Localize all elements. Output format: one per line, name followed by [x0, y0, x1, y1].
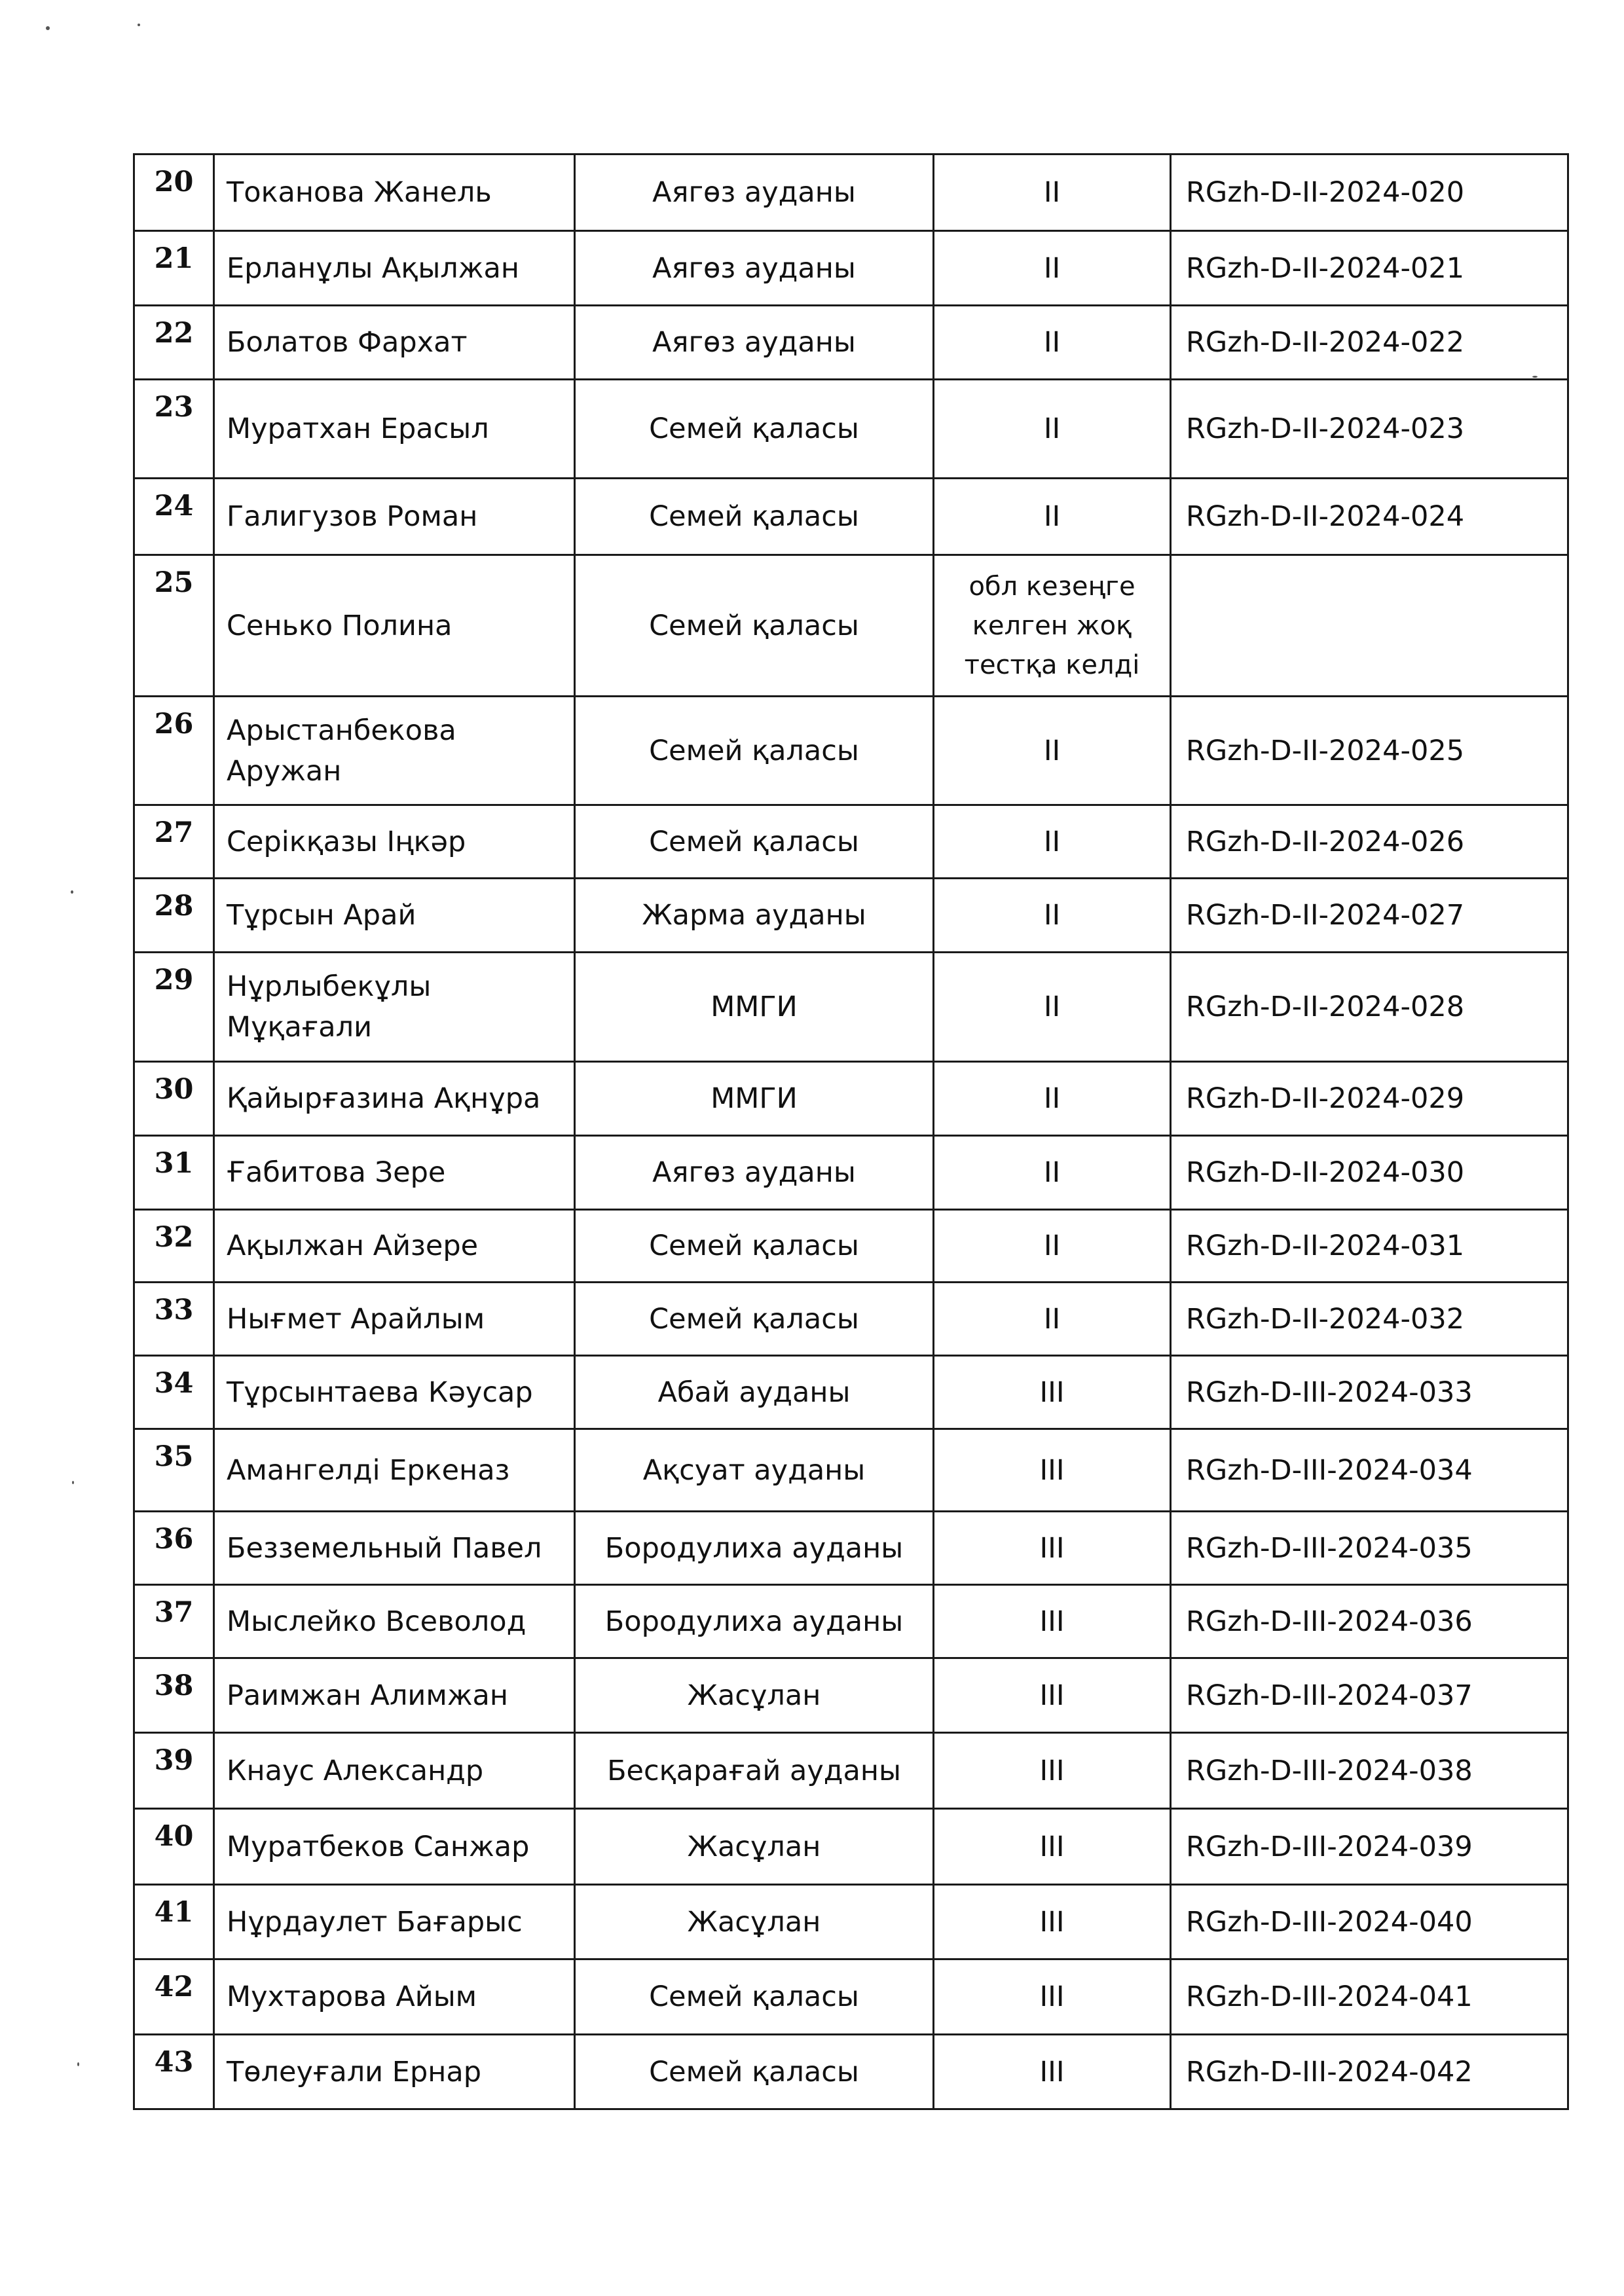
row-number: 27 — [134, 805, 214, 879]
degree-level-note: обл кезеңге келген жоқ тестқа келді — [934, 555, 1171, 697]
district: Семей қаласы — [575, 697, 934, 805]
district: Семей қаласы — [575, 1283, 934, 1356]
certificate-code: RGzh-D-III-2024-041 — [1171, 1959, 1568, 2035]
row-number: 30 — [134, 1062, 214, 1136]
participant-name: Мыслейко Всеволод — [214, 1585, 575, 1658]
certificate-code: RGzh-D-II-2024-032 — [1171, 1283, 1568, 1356]
row-number: 36 — [134, 1512, 214, 1585]
degree-level: III — [934, 1585, 1171, 1658]
participant-name: Арыстанбекова Аружан — [214, 697, 575, 805]
row-number: 37 — [134, 1585, 214, 1658]
table-row — [134, 380, 1568, 479]
degree-level: III — [934, 1885, 1171, 1959]
district: Бородулиха ауданы — [575, 1512, 934, 1585]
participant-name: Тұрсын Арай — [214, 879, 575, 953]
row-number: 33 — [134, 1283, 214, 1356]
table-row — [134, 231, 1568, 306]
district: Семей қаласы — [575, 555, 934, 697]
row-number: 42 — [134, 1959, 214, 2035]
certificate-code: RGzh-D-II-2024-020 — [1171, 155, 1568, 231]
row-number: 41 — [134, 1885, 214, 1959]
participant-name: Серікқазы Іңкәр — [214, 805, 575, 879]
district: Аягөз ауданы — [575, 231, 934, 306]
certificate-code: RGzh-D-II-2024-031 — [1171, 1210, 1568, 1283]
participant-name: Безземельный Павел — [214, 1512, 575, 1585]
participant-name: Төлеуғали Ернар — [214, 2035, 575, 2109]
degree-level: III — [934, 1429, 1171, 1512]
results-table — [133, 153, 1569, 2110]
degree-level: III — [934, 1959, 1171, 2035]
district: Аягөз ауданы — [575, 1136, 934, 1210]
certificate-code: RGzh-D-III-2024-042 — [1171, 2035, 1568, 2109]
scan-speck — [72, 1481, 74, 1484]
participant-name: Муратхан Ерасыл — [214, 380, 575, 479]
table-row — [134, 1959, 1568, 2035]
certificate-code: RGzh-D-III-2024-033 — [1171, 1356, 1568, 1429]
degree-level: II — [934, 479, 1171, 555]
district: Семей қаласы — [575, 380, 934, 479]
row-number: 32 — [134, 1210, 214, 1283]
scan-speck — [138, 24, 140, 26]
certificate-code: RGzh-D-II-2024-024 — [1171, 479, 1568, 555]
district: Абай ауданы — [575, 1356, 934, 1429]
participant-name: Амангелді Еркеназ — [214, 1429, 575, 1512]
participant-name: Галигузов Роман — [214, 479, 575, 555]
table-row — [134, 155, 1568, 231]
degree-level: III — [934, 1809, 1171, 1885]
certificate-code: RGzh-D-III-2024-036 — [1171, 1585, 1568, 1658]
degree-level: II — [934, 697, 1171, 805]
certificate-code: RGzh-D-III-2024-040 — [1171, 1885, 1568, 1959]
table-row — [134, 805, 1568, 879]
certificate-code: RGzh-D-III-2024-039 — [1171, 1809, 1568, 1885]
row-number: 39 — [134, 1733, 214, 1809]
degree-level: II — [934, 953, 1171, 1062]
row-number: 20 — [134, 155, 214, 231]
row-number: 31 — [134, 1136, 214, 1210]
district: Аягөз ауданы — [575, 155, 934, 231]
participant-name: Нығмет Арайлым — [214, 1283, 575, 1356]
certificate-code: RGzh-D-II-2024-022 — [1171, 306, 1568, 380]
district: ММГИ — [575, 1062, 934, 1136]
district: Бородулиха ауданы — [575, 1585, 934, 1658]
row-number: 28 — [134, 879, 214, 953]
participant-name: Раимжан Алимжан — [214, 1658, 575, 1733]
table-row — [134, 1658, 1568, 1733]
table-row — [134, 1585, 1568, 1658]
certificate-code: RGzh-D-II-2024-030 — [1171, 1136, 1568, 1210]
district: Семей қаласы — [575, 1210, 934, 1283]
participant-name: Нұрлыбекұлы Мұқағали — [214, 953, 575, 1062]
degree-level: II — [934, 1136, 1171, 1210]
district: Аягөз ауданы — [575, 306, 934, 380]
table-row — [134, 879, 1568, 953]
district: Жасұлан — [575, 1885, 934, 1959]
row-number: 35 — [134, 1429, 214, 1512]
row-number: 43 — [134, 2035, 214, 2109]
scan-speck — [46, 26, 50, 30]
degree-level: III — [934, 1733, 1171, 1809]
district: Жасұлан — [575, 1809, 934, 1885]
row-number: 23 — [134, 380, 214, 479]
certificate-code: RGzh-D-II-2024-021 — [1171, 231, 1568, 306]
participant-name: Болатов Фархат — [214, 306, 575, 380]
degree-level: II — [934, 879, 1171, 953]
certificate-code: RGzh-D-III-2024-037 — [1171, 1658, 1568, 1733]
table-row — [134, 1283, 1568, 1356]
certificate-code: RGzh-D-III-2024-035 — [1171, 1512, 1568, 1585]
table-row — [134, 953, 1568, 1062]
participant-name: Ғабитова Зере — [214, 1136, 575, 1210]
participant-name: Токанова Жанель — [214, 155, 575, 231]
participant-name: Муратбеков Санжар — [214, 1809, 575, 1885]
row-number: 38 — [134, 1658, 214, 1733]
district: ММГИ — [575, 953, 934, 1062]
participant-name: Ерланұлы Ақылжан — [214, 231, 575, 306]
degree-level: II — [934, 1283, 1171, 1356]
certificate-code: RGzh-D-III-2024-038 — [1171, 1733, 1568, 1809]
district: Семей қаласы — [575, 805, 934, 879]
degree-level: II — [934, 306, 1171, 380]
scan-speck — [77, 2062, 79, 2066]
scan-speck — [71, 890, 73, 894]
participant-name: Тұрсынтаева Кәусар — [214, 1356, 575, 1429]
row-number: 21 — [134, 231, 214, 306]
table-row — [134, 1733, 1568, 1809]
certificate-code: RGzh-D-II-2024-029 — [1171, 1062, 1568, 1136]
degree-level: II — [934, 1062, 1171, 1136]
participant-name: Қайырғазина Ақнұра — [214, 1062, 575, 1136]
table-row — [134, 697, 1568, 805]
table-row — [134, 306, 1568, 380]
row-number: 22 — [134, 306, 214, 380]
table-row — [134, 555, 1568, 697]
district: Жасұлан — [575, 1658, 934, 1733]
table-row — [134, 2035, 1568, 2109]
table-row — [134, 1136, 1568, 1210]
table-row — [134, 1429, 1568, 1512]
table-row — [134, 1885, 1568, 1959]
participant-name: Мухтарова Айым — [214, 1959, 575, 2035]
certificate-code: RGzh-D-II-2024-025 — [1171, 697, 1568, 805]
row-number: 25 — [134, 555, 214, 697]
degree-level: II — [934, 805, 1171, 879]
degree-level: III — [934, 1512, 1171, 1585]
row-number: 29 — [134, 953, 214, 1062]
degree-level: III — [934, 1356, 1171, 1429]
participant-name: Кнаус Александр — [214, 1733, 575, 1809]
table-row — [134, 1210, 1568, 1283]
district: Семей қаласы — [575, 1959, 934, 2035]
degree-level: II — [934, 380, 1171, 479]
degree-level: III — [934, 2035, 1171, 2109]
row-number: 24 — [134, 479, 214, 555]
results-table-body — [134, 155, 1568, 2109]
certificate-code: RGzh-D-III-2024-034 — [1171, 1429, 1568, 1512]
degree-level: II — [934, 155, 1171, 231]
district: Семей қаласы — [575, 2035, 934, 2109]
table-row — [134, 1512, 1568, 1585]
participant-name: Сенько Полина — [214, 555, 575, 697]
degree-level: II — [934, 1210, 1171, 1283]
row-number: 34 — [134, 1356, 214, 1429]
table-row — [134, 479, 1568, 555]
certificate-code: RGzh-D-II-2024-023 — [1171, 380, 1568, 479]
district: Бесқарағай ауданы — [575, 1733, 934, 1809]
degree-level: III — [934, 1658, 1171, 1733]
row-number: 26 — [134, 697, 214, 805]
table-row — [134, 1809, 1568, 1885]
degree-level: II — [934, 231, 1171, 306]
certificate-code — [1171, 555, 1568, 697]
table-row — [134, 1356, 1568, 1429]
certificate-code: RGzh-D-II-2024-027 — [1171, 879, 1568, 953]
participant-name: Нұрдаулет Бағарыс — [214, 1885, 575, 1959]
row-number: 40 — [134, 1809, 214, 1885]
district: Ақсуат ауданы — [575, 1429, 934, 1512]
district: Жарма ауданы — [575, 879, 934, 953]
certificate-code: RGzh-D-II-2024-028 — [1171, 953, 1568, 1062]
table-row — [134, 1062, 1568, 1136]
district: Семей қаласы — [575, 479, 934, 555]
certificate-code: RGzh-D-II-2024-026 — [1171, 805, 1568, 879]
participant-name: Ақылжан Айзере — [214, 1210, 575, 1283]
